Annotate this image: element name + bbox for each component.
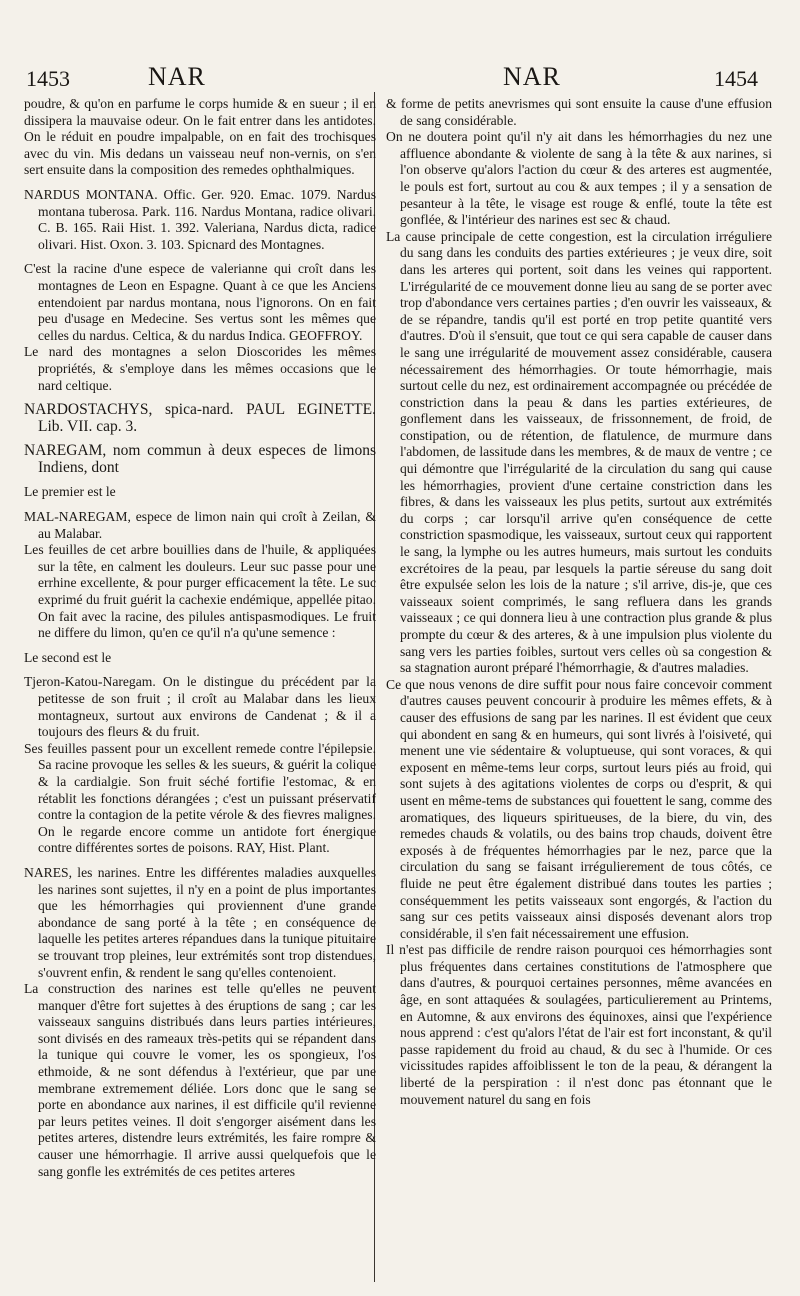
paragraph: La construction des narines est telle qu'elles ne peuvent manquer d'être fort sujettes à des éruptions de sang ; car les vaisseaux sanguins distribués dans leurs parties intérieures, sont divisés en des rameaux très-petits qui se répandent dans la tunique qui couvre le vomer, les os spongieux, l'os ethmoide, & ne sont défendus à l'extérieur, que par une membrane extremement déliée. Lors donc que le sang se porte en abondance aux narines, il est difficile qu'il revienne par leurs petites veines. Il doit s'engorger aisément dans les petites arteres, distendre leurs extrémités, les faire rompre & causer une hémorrhagie. Il arrive aussi quelquefois que le sang gonfle les extrémités de ces petites arteres	[24, 981, 376, 1179]
paragraph: & forme de petits anevrismes qui sont ensuite la cause d'une effusion de sang considérable.	[386, 96, 772, 128]
entry-nardus-montana: NARDUS MONTANA. Offic. Ger. 920. Emac. 1079. Nardus montana tuberosa. Park. 116. Nardus Montana, radice olivari. C. B. 165. Raii Hist. 1. 392. Valeriana, Nardus dicta, radice olivari. Hist. Oxon. 3. 103. Spicnard des Montagnes.	[24, 186, 376, 252]
paragraph: poudre, & qu'on en parfume le corps humide & en sueur ; il en dissipera la mauvaise odeur. On le fait entrer dans les antidotes. On le réduit en poudre impalpable, on en fait des trochisques avec du vin. Mis dedans un vaisseau neuf non-vernis, on s'en sert ensuite dans la composition des remedes ophthalmiques.	[24, 96, 376, 178]
entry-nares: NARES, les narines. Entre les différentes maladies auxquelles les narines sont sujettes, il n'y en a point de plus importantes que les hémorrhagies qui proviennent d'une grande abondance de sang porté à la tête ; en conséquence de laquelle les petites arteres répandues dans la tunique pituitaire se trouvant trop pleines, leur extrémités sont trop distendues, s'ouvrent enfin, & rendent le sang qu'elles contenoient.	[24, 864, 376, 980]
paragraph: Le premier est le	[24, 484, 116, 500]
paragraph: Le nard des montagnes a selon Dioscorides les mêmes propriétés, & s'employe dans les mêmes occasions que le nard celtique.	[24, 344, 376, 393]
paragraph: Ce que nous venons de dire suffit pour nous faire concevoir comment d'autres causes peuvent concourir à produire les mêmes effets, & à causer des effusions de sang par les narines. Il est évident que ceux qui abondent en sang & en humeurs, qui sont livrés à l'oisiveté, qui menent une vie sédentaire & voluptueuse, qui sont voraces, & qui exposent en même-tems leur corps, surtout leurs piés au froid, qui sont sujets à des agitations violentes de corps ou d'esprit, & qui usent en même-tems de substances qui fouettent le sang, comme des aromatiques, des liqueurs spiritueuses, de la biere, du vin, des remedes chauds & volatils, ou des bains trop chauds, doivent être exposés à de fréquentes hémorrhagies par le nez, parce que la circulation du sang se faisant irrégulierement de tous côtés, ce fluide ne peut être également distribué dans toutes les parties ; conséquemment les petits vaisseaux sont engorgés, & l'action du sang sur ces petits vaisseaux ainsi disposés devenant alors trop considérable, il s'en fait nécessairement une effusion.	[386, 676, 772, 941]
paragraph: Il n'est pas difficile de rendre raison pourquoi ces hémorrhagies sont plus fréquentes dans certaines constitutions de l'atmosphere que dans d'autres, & pourquoi certaines personnes, même avancées en âge, en sont attaquées & soulagées, particulierement au Printems, en Automne, & aux environs des équinoxes, ainsi que l'expérience nous apprend : c'est qu'alors l'état de l'air est fort inconstant, & qu'il passe rapidement du froid au chaud, & du sec à l'humide. Or ces vicissitudes rapides affoiblissent le ton de la peau, & dérangent la liberté de la perspiration : il n'est donc pas étonnant que le mouvement naturel du sang en fois	[386, 942, 772, 1107]
entry-naregam: NAREGAM, nom commun à deux especes de limons Indiens, dont	[24, 442, 376, 476]
paragraph: On ne doutera point qu'il n'y ait dans les hémorrhagies du nez une affluence abondante & violente de sang à la tête & aux narines, si l'on observe qu'alors l'action du cœur & des arteres est augmentée, le pouls est fort, surtout au cou & aux tempes ; il y a sensation de pesanteur à la tête, le visage est rouge & enflé, toute la tête est gonflée, & l'intérieur des narines est sec & chaud.	[386, 129, 772, 228]
running-head-right: NAR	[503, 62, 561, 91]
page-number-right: 1454	[714, 66, 758, 91]
paragraph: Ses feuilles passent pour un excellent remede contre l'épilepsie. Sa racine provoque les selles & les sueurs, & guérit la colique & la cardialgie. Son fruit séché fortifie l'estomac, & en rétablit les fonctions dérangées ; c'est un puissant préservatif contre la contagion de la petite vérole & des fievres malignes. On le regarde encore comme un antidote fort énergique contre différentes sortes de poisons. RAY, Hist. Plant.	[24, 740, 376, 856]
entry-mal-naregam: MAL-NAREGAM, espece de limon nain qui croît à Zeilan, & au Malabar.	[24, 509, 376, 541]
page-number-left: 1453	[26, 66, 70, 91]
paragraph: Le second est le	[24, 649, 112, 665]
paragraph: Les feuilles de cet arbre bouillies dans de l'huile, & appliquées sur la tête, en calment les douleurs. Leur suc passe pour une errhine excellente, & pour purger efficacement la tête. Le suc exprimé du fruit guérit la cachexie endémique, appellée pitao. On fait avec la racine, des pilules antispasmodiques. Le fruit ne differe du limon, qu'en ce qu'il n'a qu'une semence :	[24, 542, 376, 641]
running-head-left: NAR	[148, 62, 206, 91]
entry-tjeron-katou-naregam: Tjeron-Katou-Naregam. On le distingue du précédent par la petitesse de son fruit ; il croît au Malabar dans les lieux montagneux, surtout aux environs de Candenat ; & il a toujours des fleurs & du fruit.	[24, 674, 376, 740]
right-column	[386, 96, 772, 1108]
paragraph: La cause principale de cette congestion, est la circulation irréguliere du sang dans les conduits des parties extérieures ; je veux dire, soit dans les arteres qui portent, soit dans les veines qui rapportent. L'irrégularité de ce mouvement donne lieu au sang de se porter avec trop d'abondance vers certaines parties ; d'en ouvrir les vaisseaux, & de se répandre, tandis qu'il est porté en trop petite quantité vers d'autres. D'où il s'ensuit, que tout ce qui sera capable de causer dans le sang une irrégularité de mouvement assez considérable, causera nécessairement des hémorrhagies. Or toute hémorrhagie, mais surtout celle du nez, est ordinairement accompagnée ou précédée de constriction dans la peau & dans les parties extérieures, de gonflement dans les vaisseaux, de frissonnement, de froid, de constipation, ou de rétention, de flatulence, de murmure dans l'abdomen, de lassitude dans les membres, & de maux de ventre ; ce qui démontre que l'irrégularité de la circulation du sang qui cause les hémorrhagies, provient d'une certaine constriction dans les fibres, & dans les vaisseaux les plus petits, surtout aux extrémités du corps ; car lorsqu'il arrive qu'en conséquence de cette constriction spasmodique, les vaisseaux, surtout ceux qui rapportent le sang, la lymphe ou les autres humeurs, mais surtout les conduits excrétoires de la peau, par lesquels la partie séreuse du sang doit être expulsée selon les lois de la nature ; s'il arrive, dis-je, que ces vaisseaux soient comprimés, le sang refluera dans les grands vaisseaux ; ce qui donnera lieu à une contraction plus grande & plus prompte du cœur & des arteres, & à une impulsion plus violente du sang vers les parties foibles, surtout vers celles où sa congestion & sa stagnation auront préparé l'hémorrhagie, & d'autres maladies.	[386, 228, 772, 676]
entry-nardostachys: NARDOSTACHYS, spica-nard. PAUL EGINETTE. Lib. VII. cap. 3.	[24, 401, 376, 435]
left-column	[24, 96, 376, 1180]
paragraph: C'est la racine d'une espece de valerianne qui croît dans les montagnes de Leon en Espagne. Quant à ce que les Anciens entendoient par nardus montana, nous l'ignorons. On en fait peu d'usage en Medecine. Ses vertus sont les mêmes que celles du nardus. Celtica, & du nardus Indica. GEOFFROY.	[24, 261, 376, 343]
